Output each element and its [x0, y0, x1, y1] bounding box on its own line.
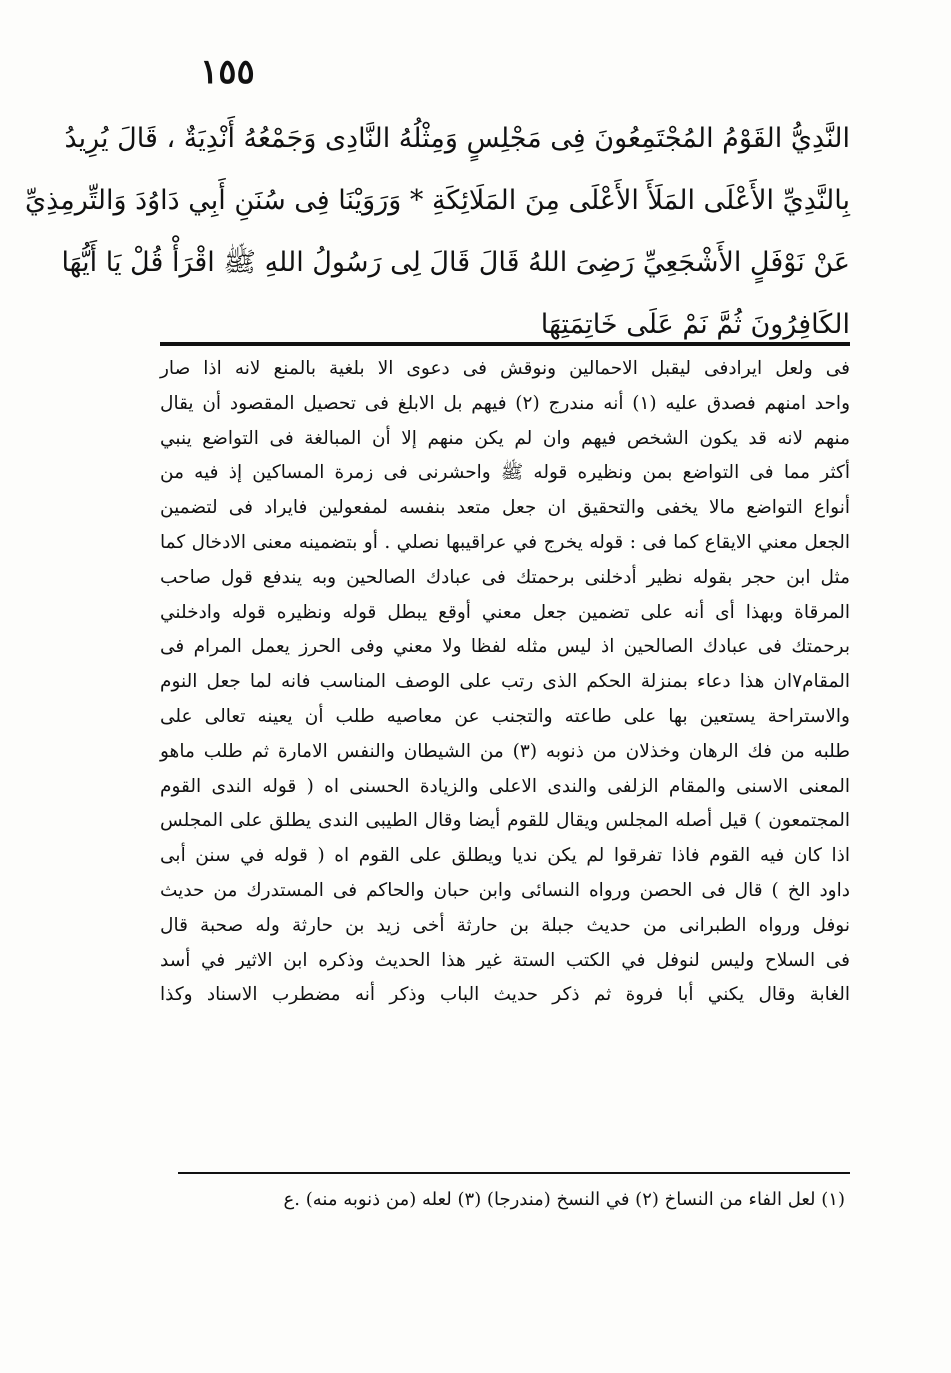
commentary-line: الجعل معني الايقاع كما فى : قوله يخرج في عراقيبها نصلي . أو بتضمينه معنى الادخال كما: [160, 531, 850, 553]
commentary-line: داود الخ ) قال فى الحصن ورواه النسائى وابن حبان والحاكم فى المستدرك من حديث: [160, 879, 850, 901]
commentary-line: نوفل ورواه الطبرانى من حديث جبلة بن حارثة أخى زيد بن حارثة وله صحبة قال: [160, 914, 850, 936]
commentary-line: المرقاة وبهذا أى أنه على تضمين جعل معني أوقع يبطل قوله ونظيره قوله وادخلني: [160, 601, 850, 623]
page-number: ١٥٥: [200, 52, 255, 92]
commentary-line: مثل ابن حجر بقوله نظير أدخلنى برحمتك فى عبادك الصالحين وبه يندفع قول صاحب: [160, 566, 850, 588]
commentary-line: والاستراحة يستعين بها على طاعته والتجنب عن معاصيه طلب أن يعينه تعالى على: [160, 705, 850, 727]
commentary-line: المجتمعون ) قيل أصله المجلس ويقال للقوم أيضا وقال الطيبى الندى يطلق على المجلس: [160, 810, 850, 832]
commentary-line: أنواع التواضع مالا يخفى والتحقيق ان جعل متعد بنفسه لمفعولين فايراد فى لتضمين: [160, 497, 850, 519]
commentary-line: المعنى الاسنى والمقام الزلفى والندى الاعلى والزيادة الحسنى اه ( قوله الندى القوم: [160, 775, 850, 797]
main-text-line: عَنْ نَوْفَلٍ الأَشْجَعِيِّ رَضِىَ اللهُ قَالَ قَالَ لِى رَسُولُ اللهِ ﷺ اقْرَأْ قُلْ يَا أَيُّهَا: [61, 247, 850, 278]
commentary-line: أكثر مما فى التواضع بمن ونظيره قوله ﷺ واحشرنى فى زمرة المساكين إذ فيه من: [160, 462, 850, 484]
commentary-line: برحمتك فى عبادك الصالحين اذ ليس مثله لفظا ولا معني وفى الحرز يعمل المرام فى: [160, 636, 850, 658]
commentary-line: واحد امنهم فصدق عليه (١) أنه مندرج (٢) فيهم بل الابلغ فى تحصيل المقصود أن يقال: [160, 392, 850, 414]
commentary-line: فى السلاح وليس لنوفل في الكتب الستة غير هذا الحديث وذكره ابن الاثير في أسد: [160, 949, 850, 971]
main-text-line: بِالنَّدِيِّ الأَعْلَى المَلَأَ الأَعْلَى مِنَ المَلَائِكَةِ * وَرَوَيْنَا فِى سُنَنِ أَبِي دَاوُدَ وَالتِّرمِذِيِّ: [24, 185, 850, 216]
footnote-divider: [178, 1172, 850, 1174]
section-divider: [160, 342, 850, 346]
commentary-line: اذا كان فيه القوم فاذا تفرقوا لم يكن نديا ويطلق على القوم اه ( قوله في سنن أبى: [160, 845, 850, 867]
commentary-line: منهم لانه قد يكون الشخص فيهم وان لم يكن منهم إلا أن المبالغة فى التواضع ينبي: [160, 427, 850, 449]
main-text-line: النَّدِيُّ القَوْمُ المُجْتَمِعُونَ فِى مَجْلِسٍ وَمِثْلُهُ النَّادِى وَجَمْعُهُ أَنْدِيَةٌ ، قَالَ يُرِيدُ: [64, 123, 850, 154]
commentary-block: [160, 352, 850, 1013]
main-text-line: الكَافِرُونَ ثُمَّ نَمْ عَلَى خَاتِمَتِهَا: [540, 309, 850, 340]
commentary-line: طلبه من فك الرهان وخذلان من ذنوبه (٣) من الشيطان والنفس الامارة ثم طلب ماهو: [160, 740, 851, 762]
main-text-block: [24, 108, 850, 356]
commentary-line: الغابة وقال يكني أبا فروة ثم ذكر حديث الباب وذكر أنه مضطرب الاسناد وكذا: [160, 984, 850, 1006]
footnotes: (١) لعل الفاء من النساخ (٢) في النسخ (مندرجا) (٣) لعله (من ذنوبه منه) .ع: [283, 1189, 845, 1210]
commentary-line: فى ولعل ايرادفى ليقبل الاحمالين ونوقش فى دعوى الا بلغية بالمنع لانه اذا صار: [160, 358, 850, 379]
commentary-line: المقام٧ان هذا دعاء بمنزلة الحكم الذى رتب على الوصف المناسب فانه لما جعل النوم: [160, 671, 850, 693]
